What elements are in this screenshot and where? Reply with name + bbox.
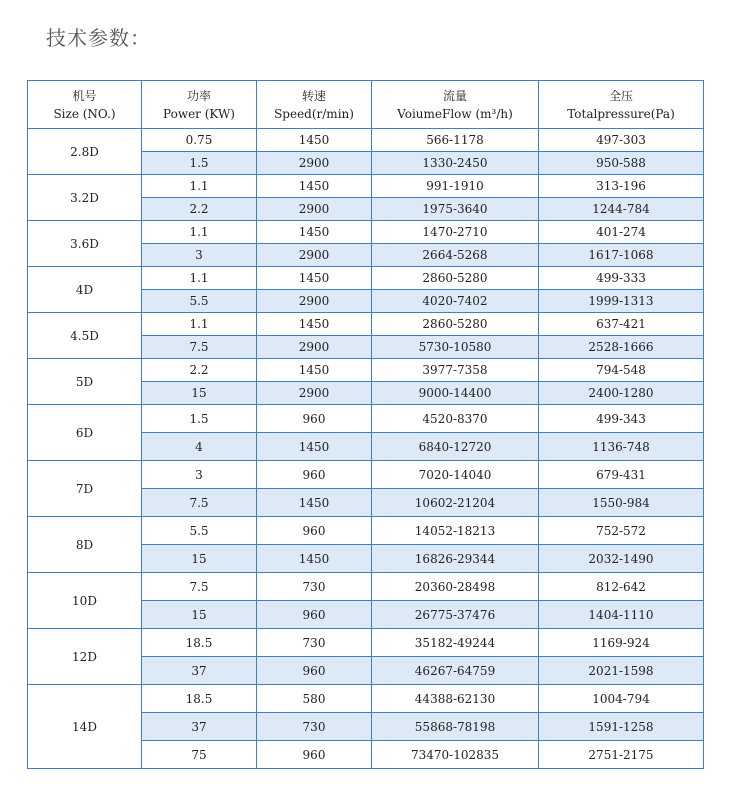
cell-flow: 10602-21204: [372, 489, 539, 517]
header-power: 功率 Power (KW): [142, 81, 257, 129]
cell-model: 14D: [28, 685, 142, 769]
cell-model: 12D: [28, 629, 142, 685]
cell-power: 5.5: [142, 517, 257, 545]
cell-flow: 2860-5280: [372, 267, 539, 290]
cell-flow: 4520-8370: [372, 405, 539, 433]
cell-flow: 7020-14040: [372, 461, 539, 489]
cell-pressure: 637-421: [539, 313, 704, 336]
cell-pressure: 679-431: [539, 461, 704, 489]
cell-pressure: 401-274: [539, 221, 704, 244]
cell-flow: 2664-5268: [372, 244, 539, 267]
cell-speed: 1450: [257, 313, 372, 336]
cell-power: 15: [142, 382, 257, 405]
cell-flow: 73470-102835: [372, 741, 539, 769]
cell-pressure: 950-588: [539, 152, 704, 175]
cell-power: 15: [142, 545, 257, 573]
cell-pressure: 497-303: [539, 129, 704, 152]
table-row: [28, 629, 704, 657]
cell-speed: 1450: [257, 433, 372, 461]
table-row: [28, 405, 704, 433]
cell-pressure: 499-343: [539, 405, 704, 433]
cell-pressure: 1550-984: [539, 489, 704, 517]
cell-power: 37: [142, 713, 257, 741]
table-row: [28, 359, 704, 382]
cell-model: 7D: [28, 461, 142, 517]
cell-flow: 20360-28498: [372, 573, 539, 601]
cell-model: 2.8D: [28, 129, 142, 175]
cell-speed: 1450: [257, 267, 372, 290]
cell-flow: 3977-7358: [372, 359, 539, 382]
cell-pressure: 794-548: [539, 359, 704, 382]
cell-power: 5.5: [142, 290, 257, 313]
cell-flow: 991-1910: [372, 175, 539, 198]
cell-flow: 566-1178: [372, 129, 539, 152]
cell-model: 8D: [28, 517, 142, 573]
cell-power: 1.5: [142, 405, 257, 433]
table-body: [28, 129, 704, 769]
cell-model: 5D: [28, 359, 142, 405]
cell-speed: 1450: [257, 175, 372, 198]
cell-power: 3: [142, 244, 257, 267]
cell-power: 0.75: [142, 129, 257, 152]
table-row: [28, 685, 704, 713]
cell-speed: 960: [257, 741, 372, 769]
cell-power: 4: [142, 433, 257, 461]
cell-pressure: 499-333: [539, 267, 704, 290]
cell-speed: 1450: [257, 129, 372, 152]
cell-pressure: 1617-1068: [539, 244, 704, 267]
cell-power: 3: [142, 461, 257, 489]
cell-speed: 730: [257, 629, 372, 657]
cell-pressure: 313-196: [539, 175, 704, 198]
cell-speed: 960: [257, 405, 372, 433]
table-row: [28, 313, 704, 336]
cell-pressure: 1999-1313: [539, 290, 704, 313]
cell-power: 2.2: [142, 198, 257, 221]
cell-speed: 2900: [257, 152, 372, 175]
cell-speed: 960: [257, 601, 372, 629]
cell-power: 1.1: [142, 313, 257, 336]
cell-speed: 1450: [257, 489, 372, 517]
cell-pressure: 812-642: [539, 573, 704, 601]
cell-speed: 2900: [257, 244, 372, 267]
header-pressure: 全压 Totalpressure(Pa): [539, 81, 704, 129]
cell-power: 7.5: [142, 336, 257, 359]
cell-pressure: 1004-794: [539, 685, 704, 713]
cell-pressure: 1591-1258: [539, 713, 704, 741]
cell-pressure: 1404-1110: [539, 601, 704, 629]
cell-model: 3.2D: [28, 175, 142, 221]
spec-table: [27, 80, 704, 769]
cell-power: 18.5: [142, 685, 257, 713]
header-size: 机号 Size (NO.): [28, 81, 142, 129]
table-row: [28, 517, 704, 545]
cell-speed: 1450: [257, 545, 372, 573]
cell-pressure: 1169-924: [539, 629, 704, 657]
cell-flow: 1330-2450: [372, 152, 539, 175]
cell-pressure: 752-572: [539, 517, 704, 545]
cell-speed: 2900: [257, 336, 372, 359]
cell-speed: 580: [257, 685, 372, 713]
cell-speed: 1450: [257, 221, 372, 244]
cell-power: 1.5: [142, 152, 257, 175]
cell-power: 15: [142, 601, 257, 629]
cell-speed: 2900: [257, 382, 372, 405]
table-row: [28, 573, 704, 601]
cell-pressure: 2032-1490: [539, 545, 704, 573]
table-row: [28, 129, 704, 152]
cell-flow: 5730-10580: [372, 336, 539, 359]
table-row: [28, 221, 704, 244]
cell-model: 3.6D: [28, 221, 142, 267]
cell-power: 2.2: [142, 359, 257, 382]
cell-power: 7.5: [142, 489, 257, 517]
cell-speed: 2900: [257, 290, 372, 313]
table-row: [28, 461, 704, 489]
cell-model: 4.5D: [28, 313, 142, 359]
cell-flow: 44388-62130: [372, 685, 539, 713]
cell-pressure: 1136-748: [539, 433, 704, 461]
cell-flow: 1975-3640: [372, 198, 539, 221]
cell-power: 1.1: [142, 175, 257, 198]
cell-power: 1.1: [142, 221, 257, 244]
cell-power: 7.5: [142, 573, 257, 601]
table-row: [28, 175, 704, 198]
cell-flow: 16826-29344: [372, 545, 539, 573]
header-flow: 流量 VoiumeFlow (m³/h): [372, 81, 539, 129]
cell-power: 75: [142, 741, 257, 769]
cell-flow: 46267-64759: [372, 657, 539, 685]
cell-speed: 960: [257, 657, 372, 685]
cell-flow: 4020-7402: [372, 290, 539, 313]
cell-speed: 730: [257, 713, 372, 741]
cell-flow: 6840-12720: [372, 433, 539, 461]
cell-flow: 35182-49244: [372, 629, 539, 657]
cell-model: 6D: [28, 405, 142, 461]
header-speed: 转速 Speed(r/min): [257, 81, 372, 129]
cell-speed: 730: [257, 573, 372, 601]
cell-pressure: 2751-2175: [539, 741, 704, 769]
cell-pressure: 2400-1280: [539, 382, 704, 405]
cell-pressure: 1244-784: [539, 198, 704, 221]
page-title: 技术参数：: [46, 26, 151, 50]
cell-speed: 960: [257, 517, 372, 545]
cell-model: 4D: [28, 267, 142, 313]
table-row: [28, 267, 704, 290]
header-row: [28, 81, 704, 129]
cell-speed: 1450: [257, 359, 372, 382]
cell-flow: 1470-2710: [372, 221, 539, 244]
cell-flow: 9000-14400: [372, 382, 539, 405]
cell-model: 10D: [28, 573, 142, 629]
cell-flow: 2860-5280: [372, 313, 539, 336]
cell-power: 37: [142, 657, 257, 685]
cell-pressure: 2021-1598: [539, 657, 704, 685]
cell-pressure: 2528-1666: [539, 336, 704, 359]
cell-speed: 960: [257, 461, 372, 489]
cell-flow: 14052-18213: [372, 517, 539, 545]
cell-flow: 26775-37476: [372, 601, 539, 629]
cell-speed: 2900: [257, 198, 372, 221]
cell-power: 18.5: [142, 629, 257, 657]
cell-flow: 55868-78198: [372, 713, 539, 741]
cell-power: 1.1: [142, 267, 257, 290]
